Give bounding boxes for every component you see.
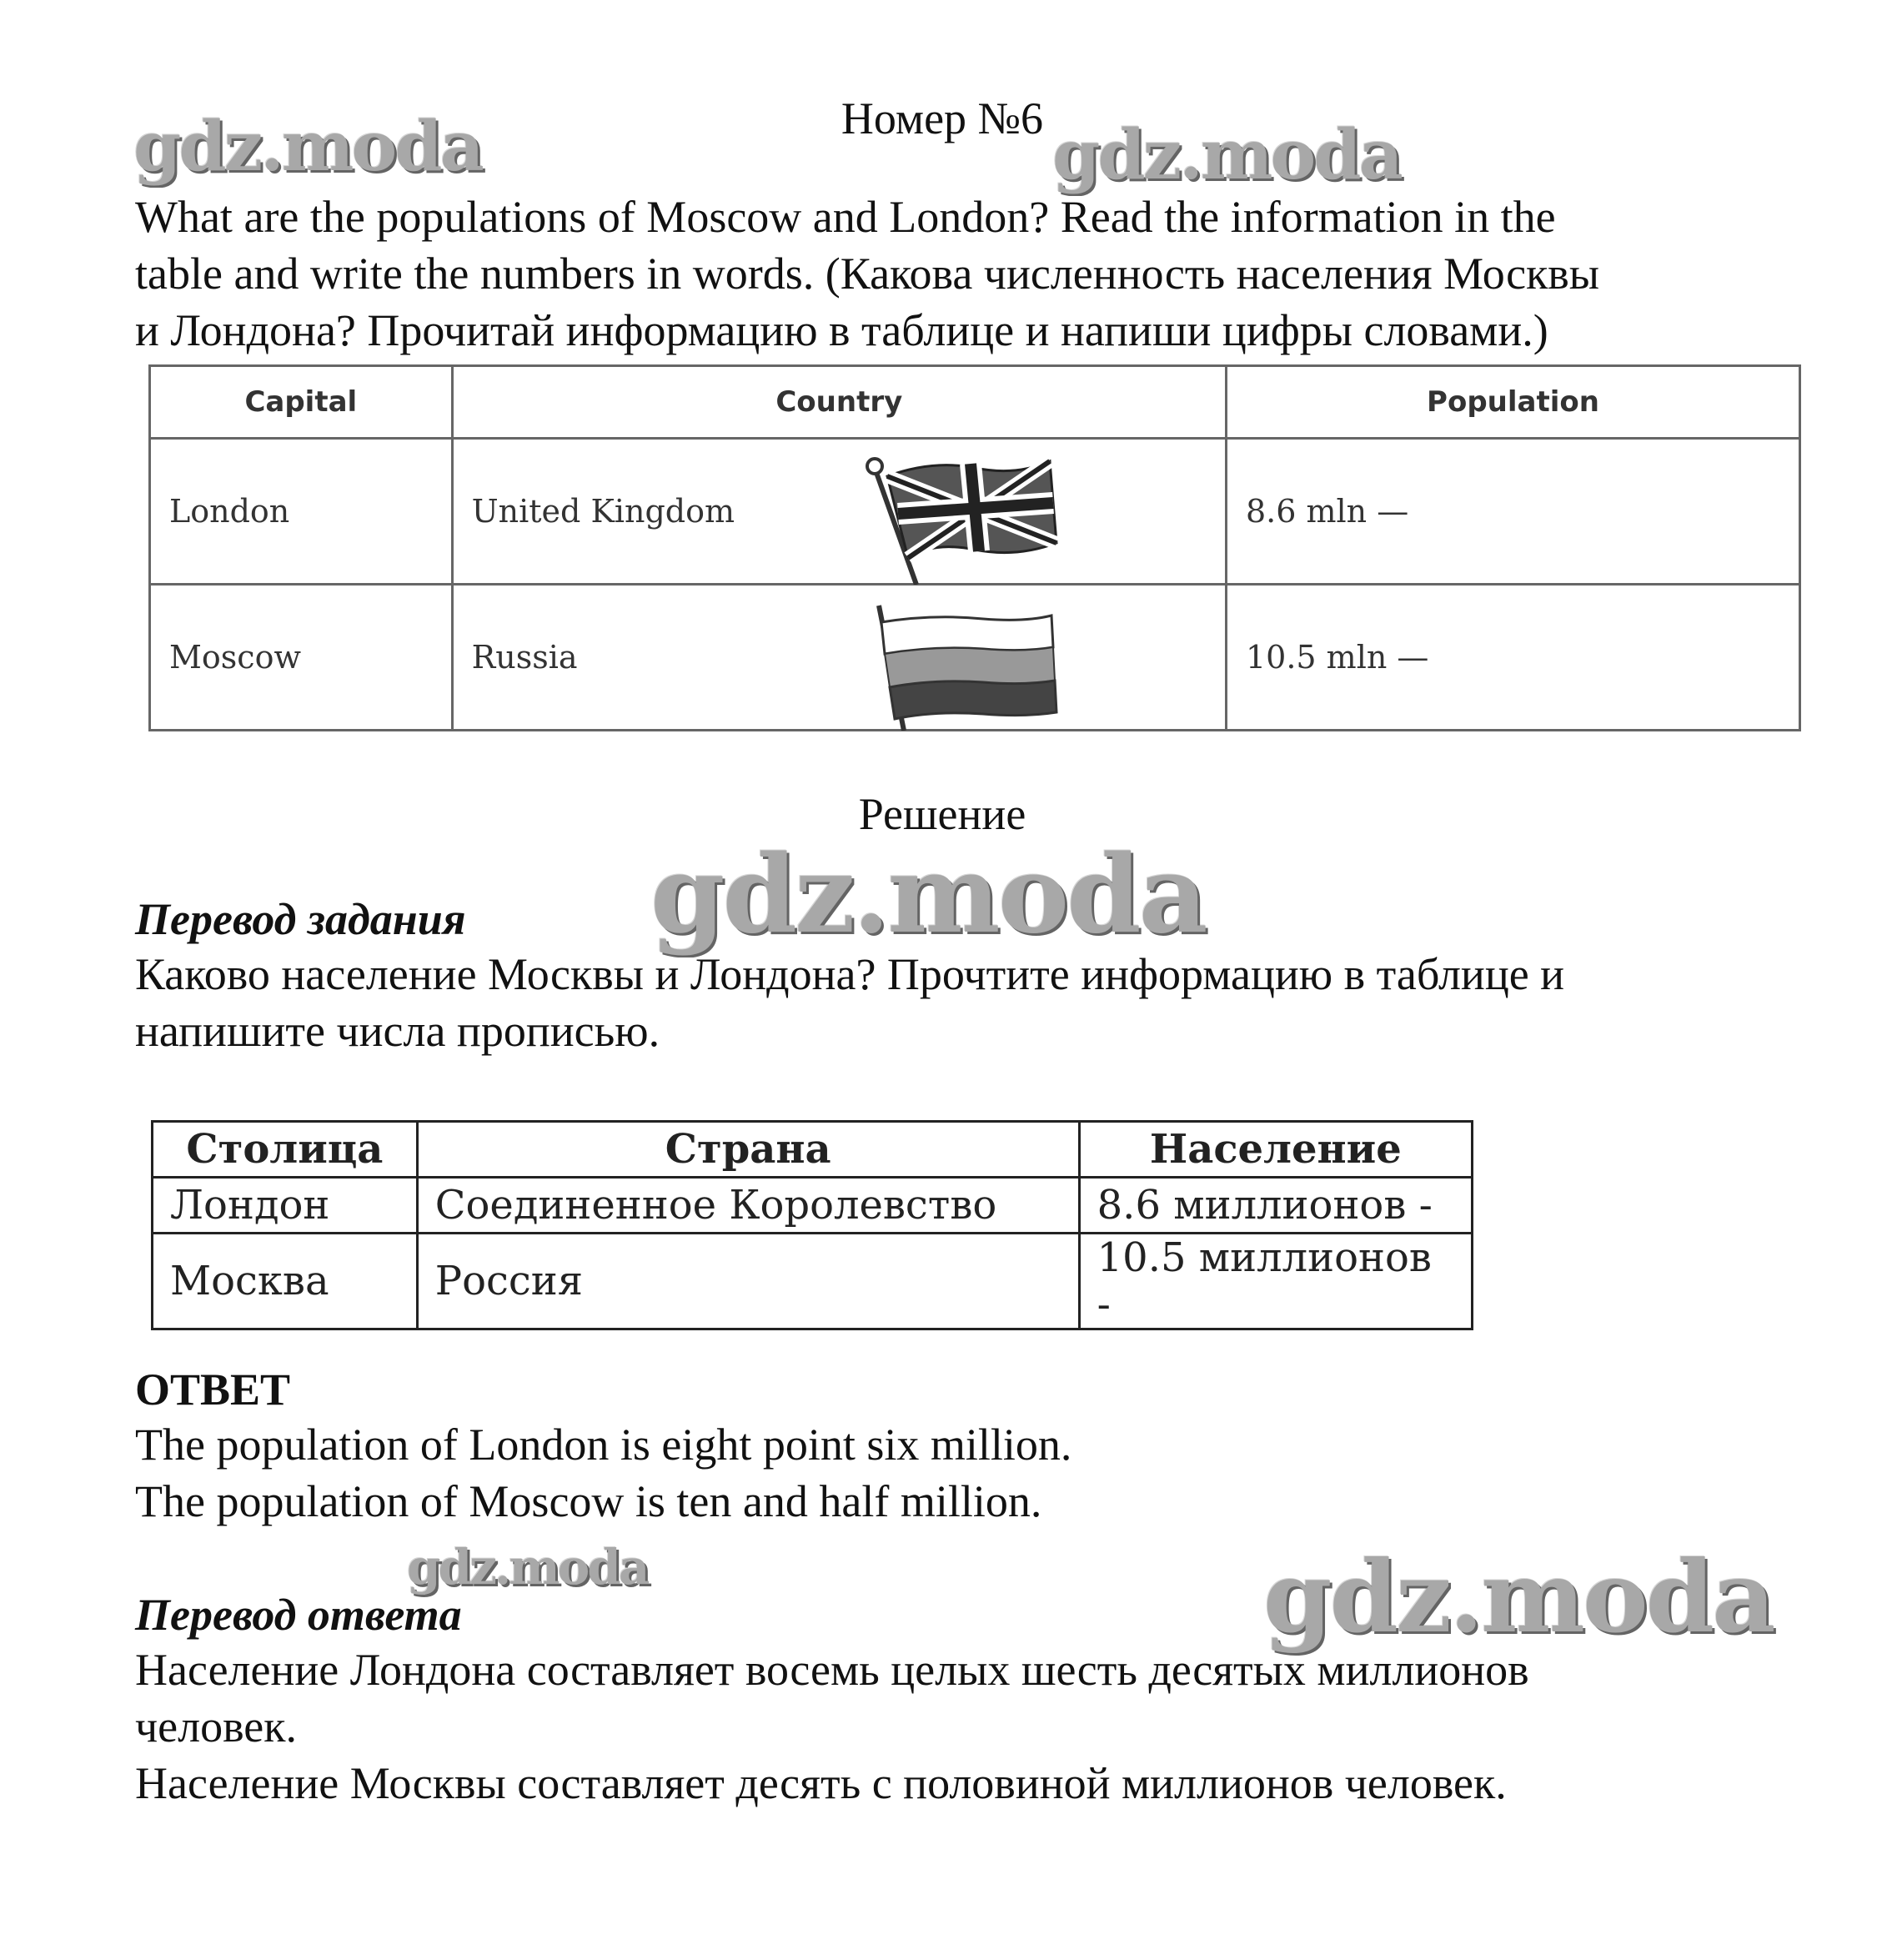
problem-number: Номер №6 (841, 93, 1044, 143)
population-cell: 10.5 mln — (1226, 585, 1799, 731)
solution-heading: Решение (858, 789, 1026, 839)
table-row (153, 1178, 1473, 1234)
header-population-ru: Население (1079, 1122, 1472, 1178)
answer-heading: ОТВЕТ (135, 1364, 291, 1415)
table-row (150, 439, 1800, 585)
table-row (150, 585, 1800, 731)
table-row (153, 1234, 1473, 1329)
uk-flag-icon (858, 451, 1058, 585)
answer-translation-line-2: человек. (135, 1701, 297, 1751)
capital-cell: Москва (153, 1234, 418, 1329)
header-country-ru: Страна (417, 1122, 1079, 1178)
answer-translation-heading: Перевод ответа (135, 1590, 462, 1640)
solution-table-header-row (153, 1122, 1473, 1178)
population-cell: 10.5 миллионов - (1079, 1234, 1472, 1329)
answer-line-2: The population of Moscow is ten and half million. (135, 1476, 1042, 1526)
task-line-3: и Лондона? Прочитай информацию в таблице и напиши цифры словами.) (135, 305, 1548, 355)
translation-heading: Перевод задания (135, 894, 466, 944)
population-cell: 8.6 mln — (1226, 439, 1799, 585)
russia-flag-icon (858, 597, 1058, 731)
header-population: Population (1226, 366, 1799, 439)
header-country: Country (452, 366, 1226, 439)
watermark-logo-4: gdz.moda (407, 1539, 648, 1596)
watermark-logo-2: gdz.moda (1052, 115, 1401, 195)
country-label: Russia (471, 639, 578, 676)
watermark-logo-3: gdz.moda (650, 832, 1206, 957)
task-line-2: table and write the numbers in words. (Какова численность населения Москвы (135, 249, 1600, 299)
country-cell: Соединенное Королевство (417, 1178, 1079, 1234)
textbook-table (148, 364, 1801, 731)
country-label: United Kingdom (471, 493, 735, 530)
task-line-1: What are the populations of Moscow and London? Read the information in the (135, 192, 1556, 242)
solution-table (151, 1120, 1473, 1330)
country-cell: Россия (417, 1234, 1079, 1329)
answer-translation-line-1: Население Лондона составляет восемь целых шесть десятых миллионов (135, 1645, 1529, 1695)
answer-line-1: The population of London is eight point six million. (135, 1420, 1072, 1470)
answer-translation-line-3: Население Москвы составляет десять с половиной миллионов человек. (135, 1758, 1507, 1808)
textbook-table-header-row (150, 366, 1800, 439)
capital-cell: London (150, 439, 453, 585)
watermark-logo-1: gdz.moda (133, 107, 482, 187)
country-cell (452, 439, 1226, 585)
country-cell (452, 585, 1226, 731)
population-cell: 8.6 миллионов - (1079, 1178, 1472, 1234)
translation-line-2: напишите числа прописью. (135, 1006, 660, 1056)
capital-cell: Лондон (153, 1178, 418, 1234)
translation-line-1: Каково население Москвы и Лондона? Прочтите информацию в таблице и (135, 949, 1565, 999)
header-capital-ru: Столица (153, 1122, 418, 1178)
watermark-logo-5: gdz.moda (1263, 1539, 1774, 1655)
header-capital: Capital (150, 366, 453, 439)
capital-cell: Moscow (150, 585, 453, 731)
